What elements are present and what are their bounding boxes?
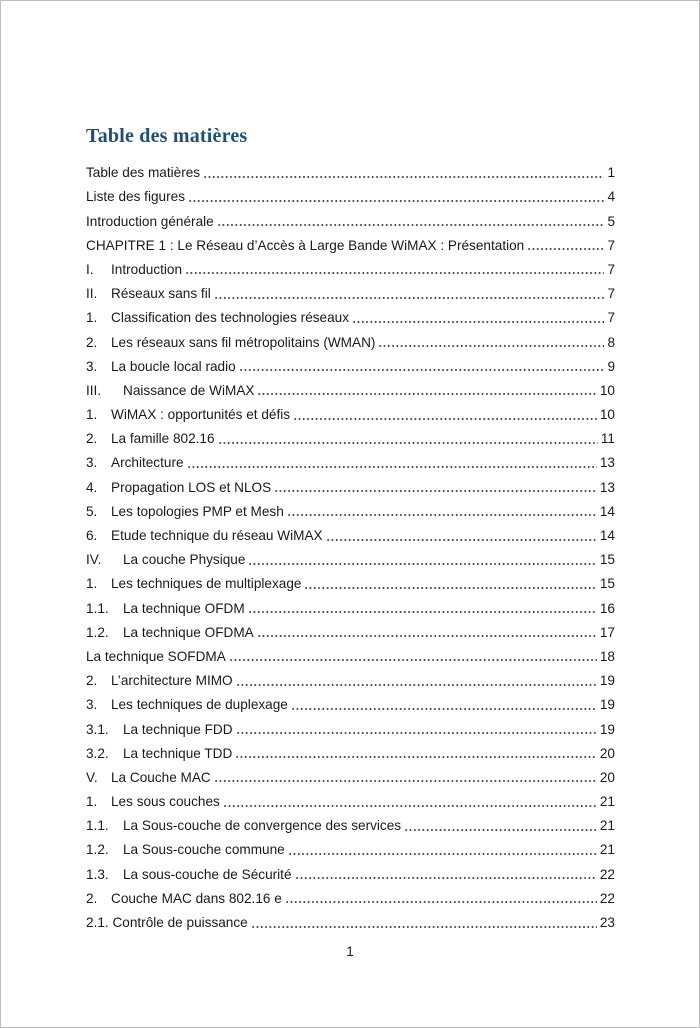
dot-leader — [236, 732, 597, 734]
footer-page-number: 1 — [346, 944, 354, 959]
toc-entry-label: La Couche MAC — [111, 769, 211, 785]
toc-section — [86, 125, 615, 931]
toc-entry-label: Couche MAC dans 802.16 e — [111, 890, 282, 906]
toc-entry-number: 1.1. — [86, 600, 109, 616]
toc-entry-page-number: 10 — [599, 382, 615, 398]
toc-entry-number: IV. — [86, 552, 102, 568]
toc-entry-page-number: 21 — [599, 818, 615, 834]
toc-entry[interactable] — [86, 351, 615, 375]
dot-leader — [218, 442, 598, 444]
toc-entry-label: La Sous-couche commune — [123, 842, 285, 858]
dot-leader — [251, 926, 597, 928]
toc-entry[interactable] — [86, 665, 615, 689]
dot-leader — [217, 224, 605, 226]
dot-leader — [288, 853, 597, 855]
toc-entry[interactable] — [86, 157, 615, 181]
toc-entry-page-number: 5 — [607, 213, 615, 229]
toc-entry[interactable] — [86, 883, 615, 907]
dot-leader — [285, 901, 597, 903]
toc-entry-number: II. — [86, 286, 98, 302]
dot-leader — [248, 611, 597, 613]
toc-entry[interactable] — [86, 713, 615, 737]
dot-leader — [248, 563, 596, 565]
toc-entry-label: Les sous couches — [111, 794, 220, 810]
dot-leader — [404, 829, 597, 831]
toc-entry-page-number: 9 — [607, 358, 615, 374]
toc-entry[interactable] — [86, 786, 615, 810]
toc-entry-label: La technique OFDM — [123, 600, 245, 616]
toc-entry-number: 5. — [86, 503, 98, 519]
toc-entry[interactable] — [86, 617, 615, 641]
toc-entry-label: Propagation LOS et NLOS — [111, 479, 272, 495]
toc-entry-label: Introduction — [111, 261, 183, 277]
toc-entry-page-number: 18 — [599, 648, 615, 664]
toc-list — [86, 157, 615, 931]
toc-entry[interactable] — [86, 205, 615, 229]
toc-entry-page-number: 11 — [600, 431, 615, 447]
toc-entry-label: 2.1. Contrôle de puissance — [86, 915, 248, 930]
toc-entry[interactable] — [86, 447, 615, 471]
dot-leader — [304, 587, 596, 589]
toc-entry-number: 3. — [86, 358, 98, 374]
toc-entry-page-number: 17 — [599, 624, 615, 640]
toc-entry-number: I. — [86, 261, 94, 277]
dot-leader — [291, 708, 597, 710]
toc-entry-page-number: 14 — [599, 503, 615, 519]
toc-entry-page-number: 4 — [607, 189, 615, 205]
dot-leader — [188, 200, 604, 202]
toc-entry-number: 6. — [86, 528, 98, 543]
page-title: Table des matières — [86, 125, 248, 147]
toc-entry-number: 1. — [86, 310, 98, 326]
toc-entry-label: La technique SOFDMA — [86, 648, 226, 664]
toc-entry[interactable] — [86, 834, 615, 858]
dot-leader — [185, 272, 604, 274]
dot-leader — [352, 321, 604, 323]
toc-entry-page-number: 23 — [599, 915, 615, 930]
toc-entry[interactable] — [86, 496, 615, 520]
toc-entry-page-number: 13 — [599, 455, 615, 471]
toc-entry-page-number: 1 — [607, 165, 615, 181]
toc-entry-label: Architecture — [111, 455, 184, 471]
toc-entry-page-number: 7 — [607, 310, 615, 326]
dot-leader — [229, 659, 597, 661]
toc-entry-page-number: 19 — [599, 697, 615, 713]
toc-entry-label: Etude technique du réseau WiMAX — [111, 528, 323, 543]
dot-leader — [214, 297, 605, 299]
toc-entry-number: III. — [86, 382, 102, 398]
toc-entry[interactable] — [86, 858, 615, 882]
toc-entry-label: L’architecture MIMO — [111, 673, 233, 689]
toc-entry-label: Table des matières — [86, 165, 201, 181]
toc-entry-number: 1.2. — [86, 624, 109, 640]
toc-entry[interactable] — [86, 278, 615, 302]
toc-entry-page-number: 14 — [599, 528, 615, 543]
toc-entry-page-number: 21 — [599, 842, 615, 858]
toc-entry-number: 1.3. — [86, 866, 109, 882]
dot-leader — [257, 635, 597, 637]
toc-entry-number: 2. — [86, 673, 98, 689]
toc-entry-number: 1.1. — [86, 818, 109, 834]
toc-entry[interactable] — [86, 471, 615, 495]
toc-entry-page-number: 20 — [599, 769, 615, 785]
toc-entry[interactable] — [86, 302, 615, 326]
toc-entry-page-number: 13 — [599, 479, 615, 495]
toc-entry-label: Introduction générale — [86, 213, 214, 229]
toc-entry-label: La famille 802.16 — [111, 431, 215, 447]
toc-entry-page-number: 8 — [607, 334, 615, 350]
toc-entry-number: 4. — [86, 479, 98, 495]
toc-entry-number: 2. — [86, 890, 98, 906]
toc-entry-number: 1.2. — [86, 842, 109, 858]
dot-leader — [274, 490, 597, 492]
toc-entry-page-number: 21 — [599, 794, 615, 810]
toc-entry[interactable] — [86, 907, 615, 931]
toc-entry-label: Les techniques de multiplexage — [111, 576, 302, 592]
toc-entry-page-number: 19 — [599, 673, 615, 689]
toc-entry-label: WiMAX : opportunités et défis — [111, 407, 291, 423]
toc-entry[interactable] — [86, 738, 615, 762]
toc-entry[interactable] — [86, 689, 615, 713]
toc-entry[interactable] — [86, 326, 615, 350]
toc-entry-label: Naissance de WiMAX — [123, 382, 255, 398]
dot-leader — [295, 877, 597, 879]
toc-entry-number: 3. — [86, 697, 98, 713]
toc-entry[interactable] — [86, 375, 615, 399]
dot-leader — [239, 369, 605, 371]
toc-entry-page-number: 10 — [599, 407, 615, 423]
toc-entry-page-number: 7 — [607, 286, 615, 302]
toc-entry-label: Classification des technologies réseaux — [111, 310, 350, 326]
toc-entry-number: 1. — [86, 794, 98, 810]
toc-entry-number: 3.1. — [86, 721, 109, 737]
dot-leader — [203, 176, 604, 178]
toc-entry-label: Les topologies PMP et Mesh — [111, 503, 284, 519]
toc-entry[interactable] — [86, 181, 615, 205]
dot-leader — [187, 466, 597, 468]
toc-entry-label: La boucle local radio — [111, 358, 236, 374]
dot-leader — [378, 345, 604, 347]
toc-entry-page-number: 15 — [599, 552, 615, 568]
toc-entry-label: La technique OFDMA — [123, 624, 254, 640]
toc-entry[interactable] — [86, 810, 615, 834]
toc-entry-page-number: 22 — [599, 890, 615, 906]
toc-entry-number: 3.2. — [86, 745, 109, 761]
toc-entry-page-number: 7 — [607, 237, 615, 253]
toc-entry-page-number: 15 — [599, 576, 615, 592]
toc-entry[interactable] — [86, 544, 615, 568]
toc-entry-label: La technique FDD — [123, 721, 233, 737]
toc-entry[interactable] — [86, 399, 615, 423]
dot-leader — [257, 393, 596, 395]
toc-entry-label: CHAPITRE 1 : Le Réseau d’Accès à Large Bande WiMAX : Présentation — [86, 237, 525, 253]
toc-entry-number: 2. — [86, 334, 98, 350]
toc-entry-label: Réseaux sans fil — [111, 286, 211, 302]
toc-entry[interactable] — [86, 254, 615, 278]
toc-entry[interactable] — [86, 568, 615, 592]
toc-entry-page-number: 22 — [599, 866, 615, 882]
toc-entry-label: Liste des figures — [86, 189, 185, 205]
dot-leader — [214, 780, 597, 782]
toc-entry-number: V. — [86, 769, 98, 785]
toc-entry-number: 1. — [86, 407, 98, 423]
toc-entry-number: 1. — [86, 576, 98, 592]
toc-entry-page-number: 7 — [607, 261, 615, 277]
dot-leader — [293, 418, 597, 420]
toc-entry-number: 2. — [86, 431, 98, 447]
toc-entry[interactable] — [86, 230, 615, 254]
dot-leader — [235, 756, 597, 758]
toc-entry[interactable] — [86, 641, 615, 665]
toc-entry-page-number: 16 — [599, 600, 615, 616]
dot-leader — [287, 514, 597, 516]
toc-entry[interactable] — [86, 592, 615, 616]
toc-entry-label: La Sous-couche de convergence des services — [123, 818, 402, 834]
dot-leader — [527, 248, 604, 250]
toc-entry[interactable] — [86, 762, 615, 786]
toc-entry-label: La technique TDD — [123, 745, 233, 761]
toc-entry-label: La sous-couche de Sécurité — [123, 866, 292, 882]
toc-entry-label: Les réseaux sans fil métropolitains (WMAN) — [111, 334, 376, 350]
dot-leader — [223, 805, 597, 807]
toc-entry[interactable] — [86, 520, 615, 544]
toc-entry-label: Les techniques de duplexage — [111, 697, 288, 713]
toc-entry-page-number: 20 — [599, 745, 615, 761]
toc-entry-label: La couche Physique — [123, 552, 246, 568]
toc-entry[interactable] — [86, 423, 615, 447]
toc-entry-number: 3. — [86, 455, 98, 471]
toc-entry-page-number: 19 — [599, 721, 615, 737]
dot-leader — [236, 684, 597, 686]
dot-leader — [326, 539, 597, 541]
